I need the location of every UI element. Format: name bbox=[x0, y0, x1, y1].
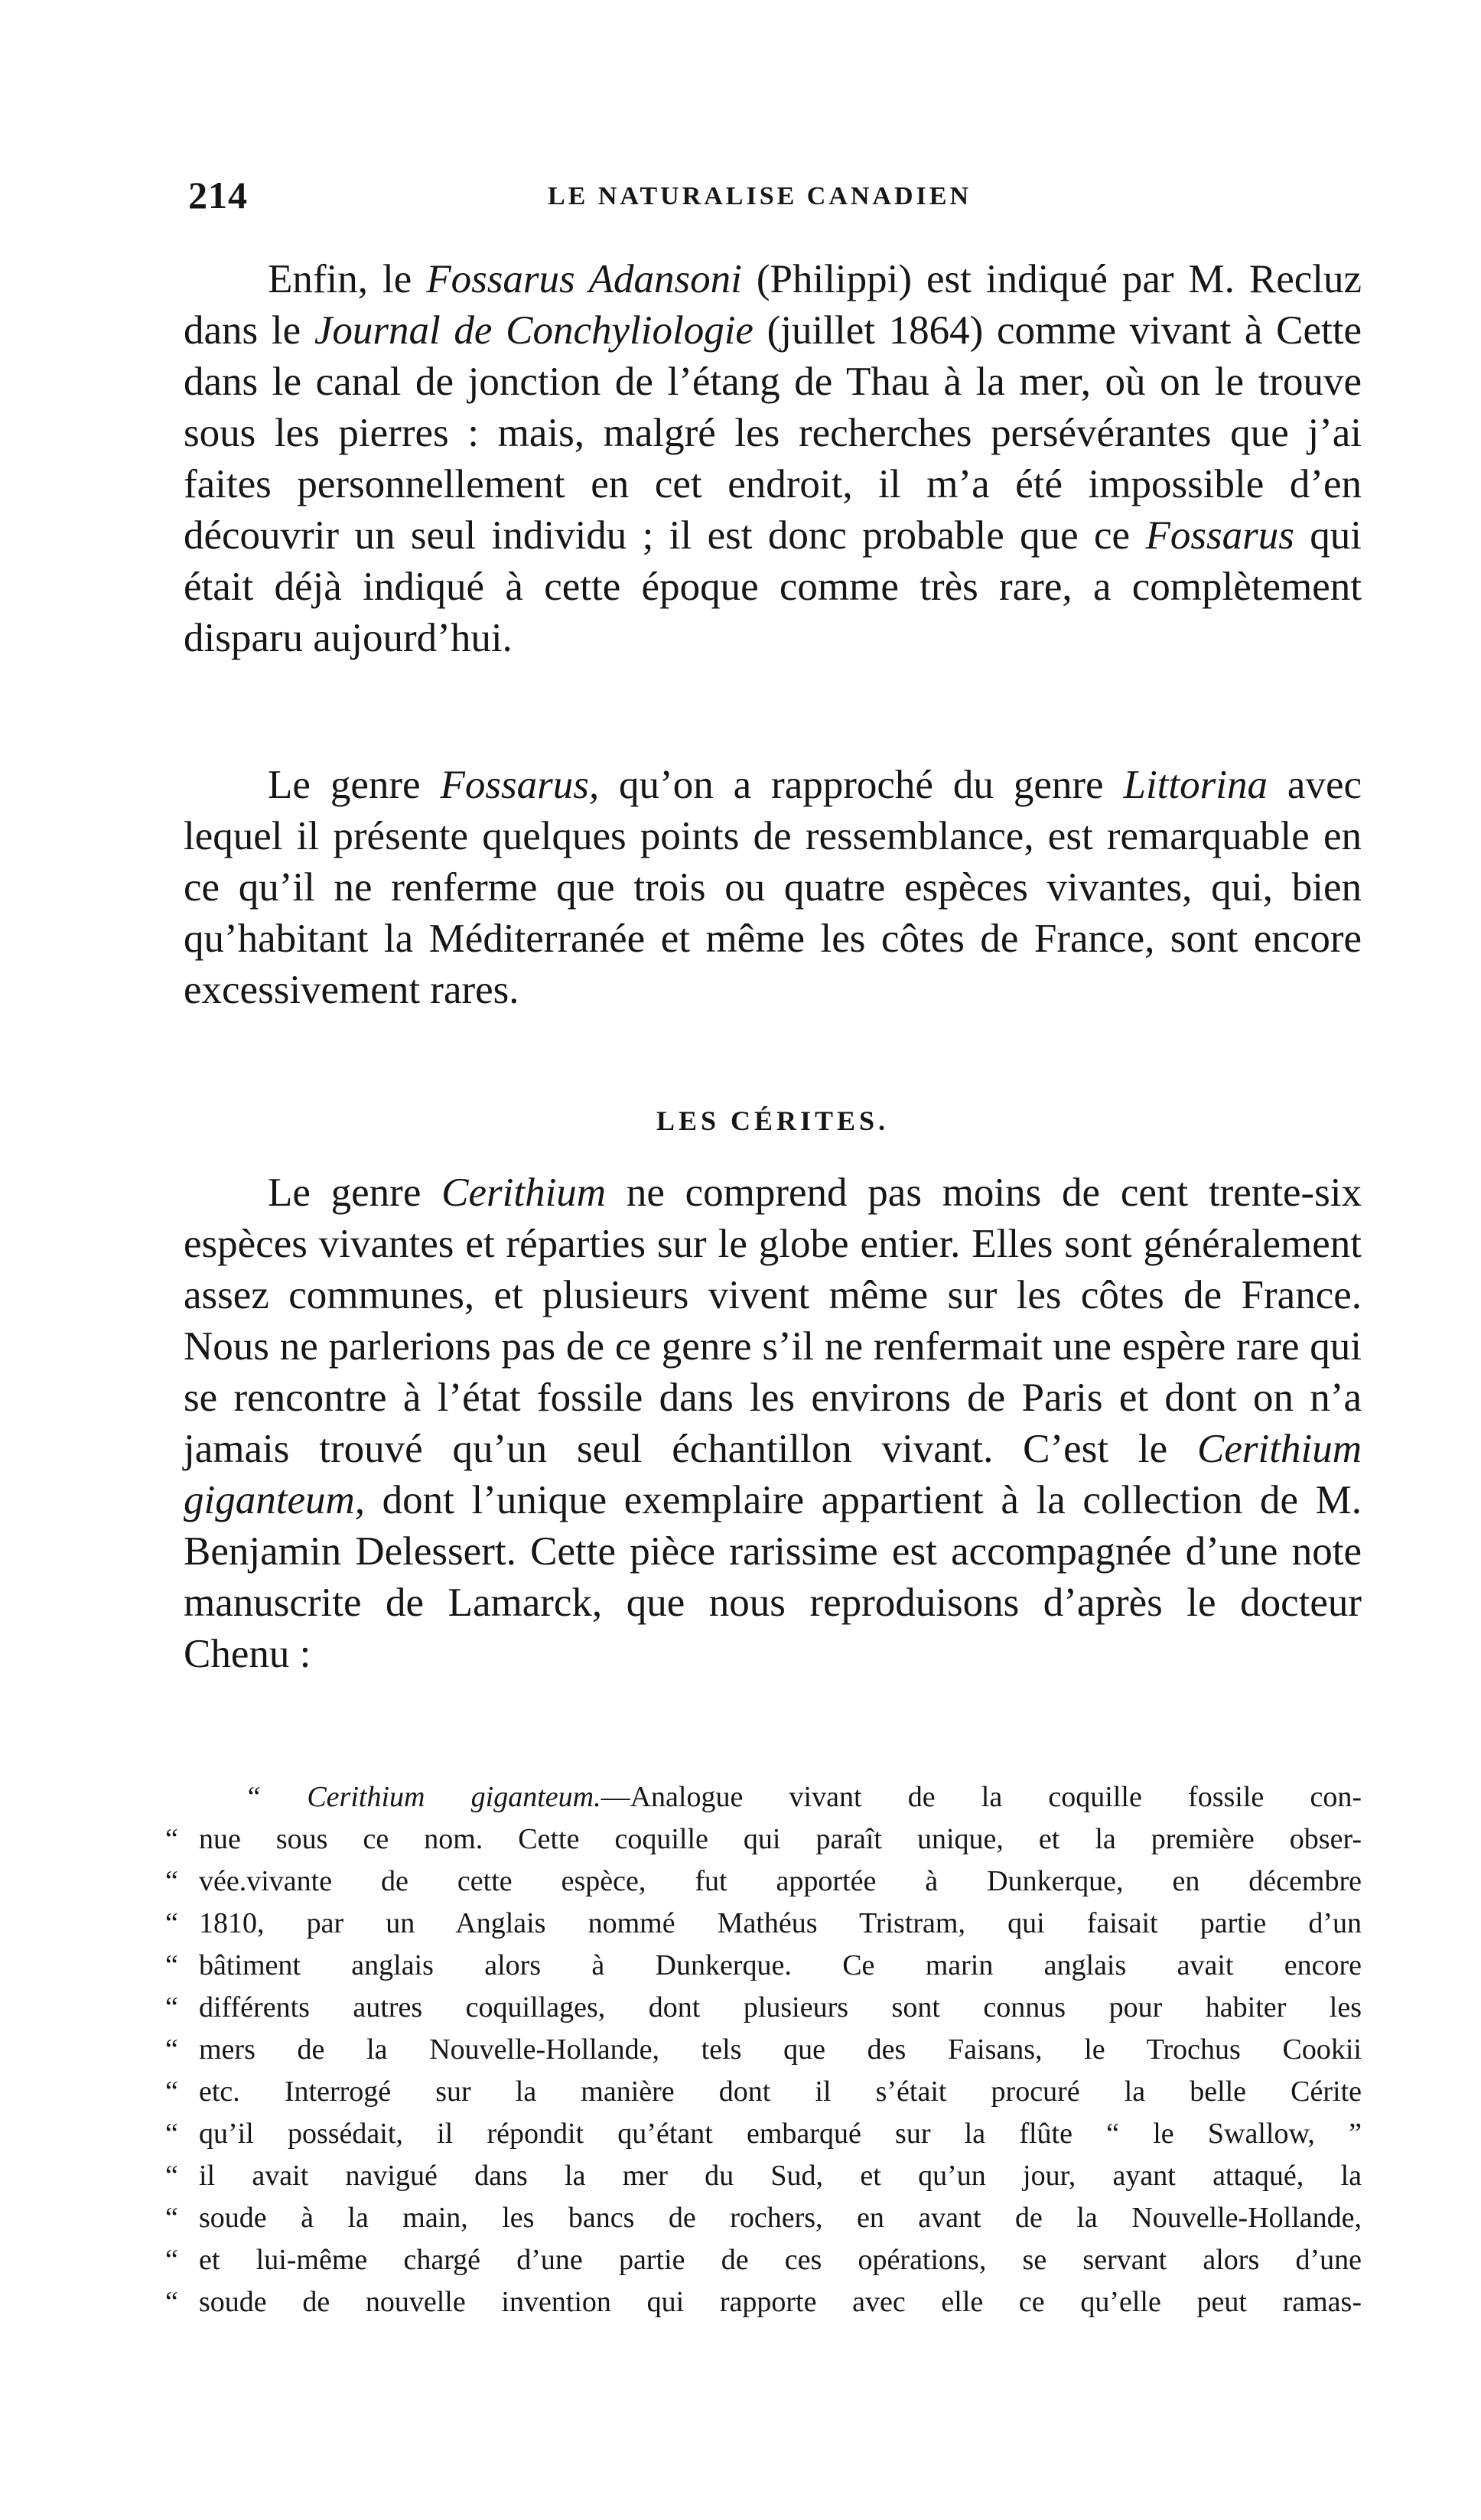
quote-mark: “ bbox=[165, 2033, 178, 2066]
quote-line-text: vée.vivante de cette espèce, fut apportée à Dunkerque, en décembre bbox=[199, 1865, 1362, 1897]
paragraph-2 bbox=[184, 760, 1362, 1016]
quote-mark: “ bbox=[165, 1991, 178, 2023]
quote-mark: “ bbox=[165, 1907, 178, 1939]
quote-title: “ Cerithium giganteum. bbox=[245, 1781, 601, 1813]
p3-part-1: Cerithium bbox=[441, 1170, 607, 1215]
paragraph-text bbox=[184, 254, 1362, 664]
p3-part-4: dont l’unique exemplaire appartient à la collection de M. Benjamin Delessert. Cette pièce rarissime est accompagnée d’une note manuscrite de Lamarck, que nous reproduisons d’après le docteur Chenu : bbox=[184, 1478, 1362, 1676]
p1-part-4: (juillet 1864) comme vivant à Cette dans le canal de jonction de l’étang de Thau à la mer, où on le trouve sous les pierres : mais, malgré les recherches persévérantes que j’ai faites personnellement en cet endroit, il m’a été impossible d’en découvrir un seul individu ; il est donc probable que ce bbox=[184, 308, 1362, 558]
quote-line-text: nue sous ce nom. Cette coquille qui paraît unique, et la première obser- bbox=[199, 1823, 1362, 1855]
quote-mark: “ bbox=[165, 2118, 178, 2150]
quote-line bbox=[165, 2197, 1362, 2239]
quote-line-text: bâtiment anglais alors à Dunkerque. Ce marin anglais avait encore bbox=[199, 1949, 1362, 1981]
p2-part-0: Le genre bbox=[268, 763, 441, 807]
p2-part-3: Littorina bbox=[1123, 763, 1268, 807]
quote-line bbox=[165, 2239, 1362, 2281]
paragraph-3 bbox=[184, 1167, 1362, 1680]
p3-part-2: ne comprend pas moins de cent trente-six espèces vivantes et réparties sur le globe entier. Elles sont généralement assez communes, et plusieurs vivent même sur les côtes de France. Nous ne parlerions pas de ce genre s’il ne renfermait une espère rare qui se rencontre à l’état fossile dans les environs de Paris et dont on n’a jamais trouvé qu’un seul échantillon vivant. C’est le bbox=[184, 1170, 1362, 1471]
quote-line-text: différents autres coquillages, dont plusieurs sont connus pour habiter les bbox=[199, 1991, 1362, 2023]
quote-mark: “ bbox=[165, 1949, 178, 1981]
p3-part-3: Cerithium giganteum, bbox=[184, 1427, 1362, 1522]
p2-part-4: avec lequel il présente quelques points de ressemblance, est remarquable en ce qu’il ne renferme que trois ou quatre espèces vivantes, qui, bien qu’habitant la Méditerranée et même les côtes de France, sont encore excessivement rares. bbox=[184, 763, 1362, 1012]
quote-line bbox=[165, 2281, 1362, 2323]
quote-line-text: 1810, par un Anglais nommé Mathéus Tristram, qui faisait partie d’un bbox=[199, 1907, 1362, 1939]
quote-line bbox=[165, 1903, 1362, 1945]
p1-part-2: (Philippi) est indiqué par M. Recluz dans le bbox=[184, 257, 1362, 353]
quote-mark: “ bbox=[165, 2076, 178, 2108]
p2-part-2: qu’on a rapproché du genre bbox=[599, 763, 1124, 807]
quote-line bbox=[165, 1861, 1362, 1903]
quote-mark: “ bbox=[165, 2244, 178, 2276]
p2-part-1: Fossarus, bbox=[440, 763, 600, 807]
quote-line-text: etc. Interrogé sur la manière dont il s’était procuré la belle Cérite bbox=[199, 2076, 1362, 2108]
p1-part-0: Enfin, le bbox=[268, 257, 427, 301]
page-number: 214 bbox=[188, 174, 248, 217]
paragraph-text bbox=[184, 1167, 1362, 1680]
quote-line-text: mers de la Nouvelle-Hollande, tels que des Faisans, le Trochus Cookii bbox=[199, 2033, 1362, 2066]
block-quote bbox=[165, 1776, 1362, 2323]
page-header bbox=[188, 173, 1359, 219]
quote-line bbox=[165, 2113, 1362, 2155]
quote-line bbox=[165, 1818, 1362, 1861]
quote-mark: “ bbox=[165, 2160, 178, 2192]
p1-part-5: Fossarus bbox=[1145, 513, 1294, 558]
quote-mark: “ bbox=[165, 2286, 178, 2318]
quote-line bbox=[165, 2029, 1362, 2071]
p1-part-3: Journal de Conchyliologie bbox=[314, 308, 754, 353]
quote-line-text: soude de nouvelle invention qui rapporte avec elle ce qu’elle peut ramas- bbox=[199, 2286, 1362, 2318]
quote-line bbox=[165, 2071, 1362, 2113]
quote-mark: “ bbox=[165, 1865, 178, 1897]
paragraph-1 bbox=[184, 254, 1362, 664]
quote-line-text: il avait navigué dans la mer du Sud, et qu’un jour, ayant attaqué, la bbox=[199, 2160, 1362, 2192]
section-heading: LES CÉRITES. bbox=[656, 1105, 890, 1136]
quote-mark: “ bbox=[165, 1823, 178, 1855]
p1-part-1: Fossarus Adansoni bbox=[426, 257, 742, 301]
quote-line bbox=[165, 1945, 1362, 1987]
p3-part-0: Le genre bbox=[268, 1170, 442, 1215]
quote-line bbox=[165, 1776, 1362, 1818]
paragraph-text bbox=[184, 760, 1362, 1016]
quote-line bbox=[165, 1987, 1362, 2029]
quote-mark: “ bbox=[165, 2202, 178, 2234]
p1-part-6: qui était déjà indiqué à cette époque comme très rare, a complètement disparu aujourd’hui. bbox=[184, 513, 1362, 660]
quote-line-text: —Analogue vivant de la coquille fossile con- bbox=[601, 1781, 1362, 1813]
quote-line-text: soude à la main, les bancs de rochers, en avant de la Nouvelle-Hollande, bbox=[199, 2202, 1362, 2234]
quote-line bbox=[165, 2155, 1362, 2197]
quote-line-text: et lui-même chargé d’une partie de ces opérations, se servant alors d’une bbox=[199, 2244, 1362, 2276]
quote-line-text: qu’il possédait, il répondit qu’étant embarqué sur la flûte “ le Swallow, ” bbox=[199, 2118, 1362, 2150]
running-head: LE NATURALISE CANADIEN bbox=[548, 182, 972, 210]
